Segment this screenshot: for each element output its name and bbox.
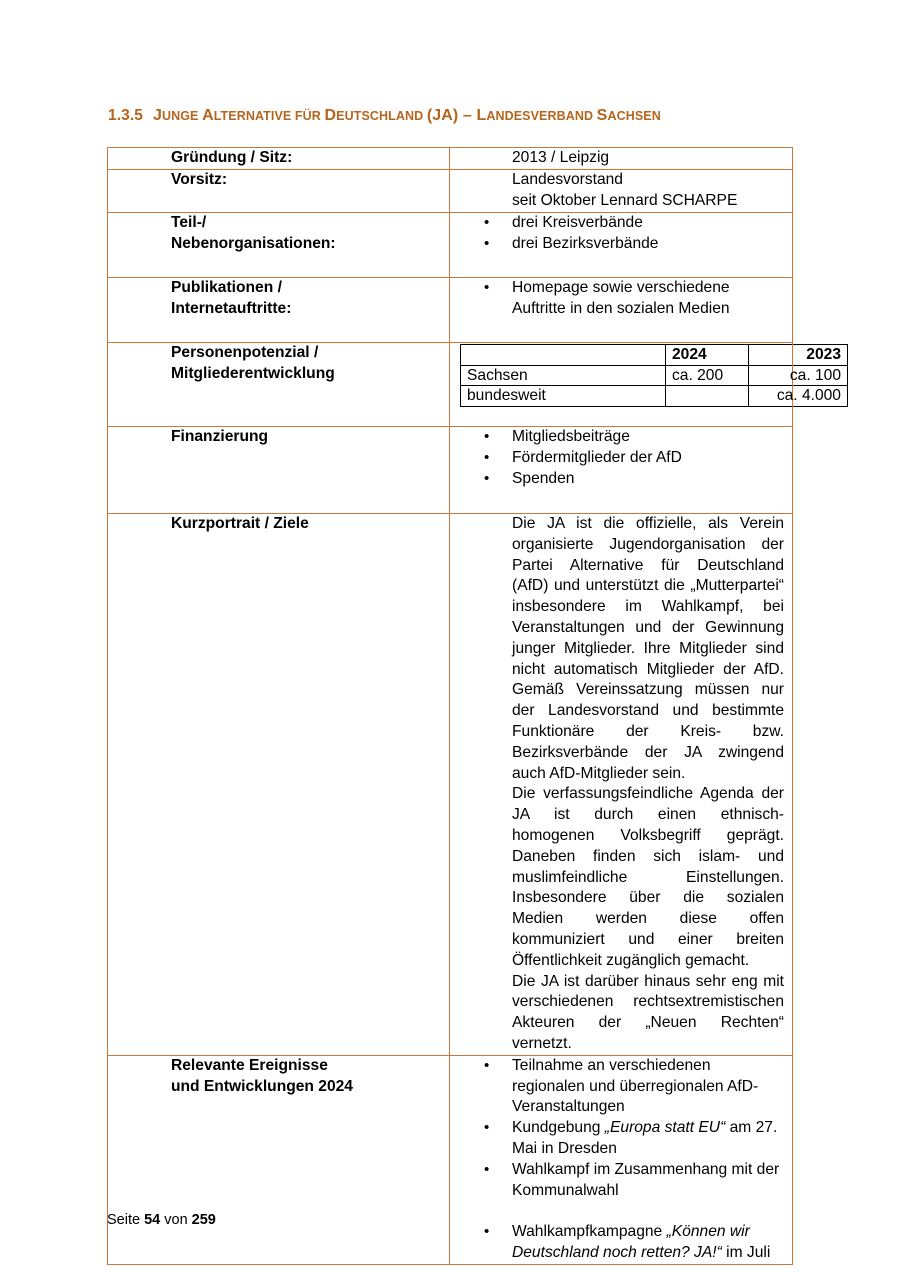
row-teilorganisationen (108, 213, 793, 278)
list-item: • drei Kreisverbände (512, 213, 784, 234)
profile-table (107, 147, 841, 1265)
row-publikationen (108, 278, 793, 343)
list-item: • Teilnahme an verschiedenen regionalen und überregionalen AfD-Veranstaltungen (512, 1056, 784, 1118)
list-item: • Spenden (512, 469, 784, 490)
list-item: • Mitgliedsbeiträge (512, 427, 784, 448)
table-row: bundesweit ca. 4.000 (461, 386, 848, 407)
section-number: 1.3.5 (108, 107, 143, 124)
row-vorsitz (108, 170, 793, 213)
row-personenpotenzial (108, 343, 793, 427)
list-item: • Homepage sowie verschiedene Auftritte in den sozialen Medien (512, 278, 784, 320)
paragraph: Die JA ist darüber hinaus sehr eng mit verschiedenen rechtsextremistischen Akteuren der „Neuen Rechten“ vernetzt. (512, 972, 784, 1052)
row-finanzierung (108, 427, 793, 514)
table-row: Sachsen ca. 200 ca. 100 (461, 365, 848, 386)
page-total: 259 (191, 1212, 216, 1228)
list-item: • Kundgebung „Europa statt EU“ am 27. Mai in Dresden (512, 1118, 784, 1160)
value-publikationen (450, 278, 793, 343)
paragraph: Die verfassungsfeindliche Agenda der JA ist durch einen ethnisch-homogenen Volksbegriff geprägt. Daneben finden sich islam- und muslimfeindliche Einstellungen. Insbesondere über die sozialen Medien werden diese offen kommuniziert und einer breiten Öffentlichkeit zugänglich gemacht. (512, 785, 784, 969)
list-item: • drei Bezirksverbände (512, 234, 784, 255)
label-teilorganisationen: Teil-/ Nebenorganisationen: (108, 213, 450, 278)
page-footer: Seite 54 von 259 (107, 1212, 216, 1228)
value-teilorganisationen (450, 213, 793, 278)
row-ereignisse (108, 1055, 793, 1264)
value-kurzportrait (450, 514, 793, 1056)
member-table-header: 2024 2023 (461, 345, 848, 366)
value-ereignisse (450, 1055, 793, 1264)
value-personenpotenzial (450, 343, 841, 427)
paragraph: Die JA ist die offizielle, als Verein organisierte Jugendorganisation der Partei Alternative für Deutschland (AfD) und unterstützt die „Mutterpartei“ insbesondere im Wahlkampf, bei Veranstaltungen und der Gewinnung junger Mitglieder. Ihre Mitglieder sind nicht automatisch Mitglieder der AfD. Gemäß Vereinssatzung müssen nur der Landesvorstand und bestimmte Funktionäre der Kreis- bzw. Bezirksverbände der JA zwingend auch AfD-Mitglieder sein. (512, 515, 784, 782)
label-kurzportrait: Kurzportrait / Ziele (108, 514, 450, 1056)
value-gruendung: 2013 / Leipzig (450, 148, 793, 170)
list-item: • Wahlkampf im Zusammenhang mit der Kommunalwahl (512, 1160, 784, 1202)
label-personenpotenzial: Personenpotenzial / Mitgliederentwicklung (108, 343, 450, 427)
page-number: 54 (144, 1212, 161, 1228)
member-table (460, 344, 848, 407)
section-heading: 1.3.5 JUNGE ALTERNATIVE FÜR DEUTSCHLAND (JA) – LANDESVERBAND SACHSEN (108, 107, 661, 124)
value-finanzierung (450, 427, 793, 514)
list-item: • Fördermitglieder der AfD (512, 448, 784, 469)
label-vorsitz: Vorsitz: (108, 170, 450, 213)
label-ereignisse: Relevante Ereignisse und Entwicklungen 2024 (108, 1055, 450, 1264)
label-finanzierung: Finanzierung (108, 427, 450, 514)
label-publikationen: Publikationen / Internetauftritte: (108, 278, 450, 343)
list-item: • Wahlkampfkampagne „Können wir Deutschland noch retten? JA!“ im Juli (512, 1222, 784, 1264)
row-kurzportrait (108, 514, 793, 1056)
value-vorsitz: Landesvorstand seit Oktober Lennard SCHARPE (450, 170, 793, 213)
label-gruendung: Gründung / Sitz: (108, 148, 450, 170)
row-gruendung (108, 148, 793, 170)
